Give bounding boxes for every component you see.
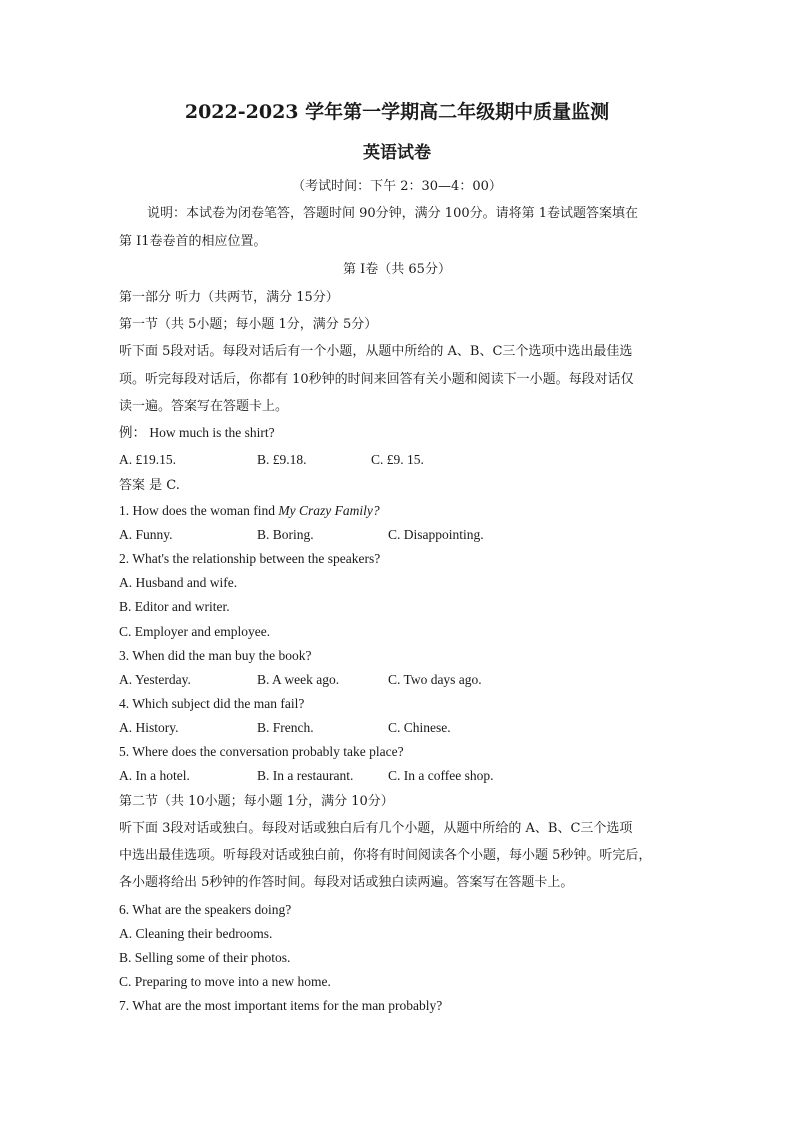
instructions-line-1: 说明：本试卷为闭卷笔答，答题时间 90分钟，满分 100分。请将第 1卷试题答案填在	[147, 206, 639, 221]
q1-question	[119, 502, 380, 520]
example-answer: 答案 是 C.	[119, 478, 180, 493]
example-question: 例： How much is the shirt?	[119, 425, 275, 440]
q7-question: 7. What are the most important items for the man probably?	[119, 998, 443, 1013]
q4-options	[119, 719, 451, 737]
section2-heading: 第二节（共 10小题；每小题 1分，满分 10分）	[119, 794, 394, 809]
section1-directions-3: 读一遍。答案写在答题卡上。	[119, 399, 289, 414]
exam-time: （考试时间：下午 2：30—4：00）	[292, 179, 502, 194]
q6-option-a: A. Cleaning their bedrooms.	[119, 926, 273, 941]
section1-heading: 第一节（共 5小题；每小题 1分，满分 5分）	[119, 317, 378, 332]
example-option-c: C. £9. 15.	[371, 452, 424, 467]
q4-option-c: C. Chinese.	[388, 720, 451, 735]
q2-option-a: A. Husband and wife.	[119, 575, 238, 590]
q1-option-b: B. Boring.	[257, 527, 314, 542]
exam-subtitle: 英语试卷	[363, 143, 431, 163]
q2-question: 2. What's the relationship between the speakers?	[119, 551, 381, 566]
section1-directions-1: 听下面 5段对话。每段对话后有一个小题，从题中所给的 A、B、C三个选项中选出最佳选	[119, 344, 633, 359]
q1-option-a: A. Funny.	[119, 527, 173, 542]
q5-question: 5. Where does the conversation probably take place?	[119, 744, 404, 759]
section2-directions-1: 听下面 3段对话或独白。每段对话或独白后有几个小题，从题中所给的 A、B、C三个选项	[119, 821, 633, 836]
q6-option-b: B. Selling some of their photos.	[119, 950, 291, 965]
q2-option-c: C. Employer and employee.	[119, 624, 271, 639]
q6-option-c: C. Preparing to move into a new home.	[119, 974, 331, 989]
section1-directions-2: 项。听完每段对话后，你都有 10秒钟的时间来回答有关小题和阅读下一小题。每段对话仅	[119, 372, 634, 387]
example-option-a: A. £19.15.	[119, 452, 176, 467]
q4-option-b: B. French.	[257, 720, 314, 735]
exam-title: 2022-2023 学年第一学期高二年级期中质量监测	[184, 101, 610, 123]
q3-option-a: A. Yesterday.	[119, 672, 191, 687]
part1-heading: 第一部分 听力（共两节，满分 15分）	[119, 290, 339, 305]
volume-label: 第 I卷（共 65分）	[343, 262, 451, 277]
section2-directions-3: 各小题将给出 5秒钟的作答时间。每段对话或独白读两遍。答案写在答题卡上。	[119, 875, 574, 890]
q2-option-b: B. Editor and writer.	[119, 599, 230, 614]
q4-option-a: A. History.	[119, 720, 179, 735]
q1-prefix: 1. How does the woman find	[119, 503, 279, 518]
example-options	[119, 451, 424, 469]
q5-options	[119, 767, 493, 785]
q3-options	[119, 671, 482, 689]
q3-question: 3. When did the man buy the book?	[119, 648, 312, 663]
q6-question: 6. What are the speakers doing?	[119, 902, 292, 917]
section2-directions-2: 中选出最佳选项。听每段对话或独白前，你将有时间阅读各个小题，每小题 5秒钟。听完后，	[119, 848, 652, 863]
example-option-b: B. £9.18.	[257, 452, 307, 467]
q5-option-a: A. In a hotel.	[119, 768, 190, 783]
q1-options	[119, 526, 484, 544]
q1-title: My Crazy Family?	[278, 503, 380, 518]
q3-option-c: C. Two days ago.	[388, 672, 482, 687]
q4-question: 4. Which subject did the man fail?	[119, 696, 305, 711]
q5-option-c: C. In a coffee shop.	[388, 768, 494, 783]
q3-option-b: B. A week ago.	[257, 672, 340, 687]
q1-option-c: C. Disappointing.	[388, 527, 484, 542]
q5-option-b: B. In a restaurant.	[257, 768, 354, 783]
instructions-line-2: 第 I1卷卷首的相应位置。	[119, 234, 267, 249]
